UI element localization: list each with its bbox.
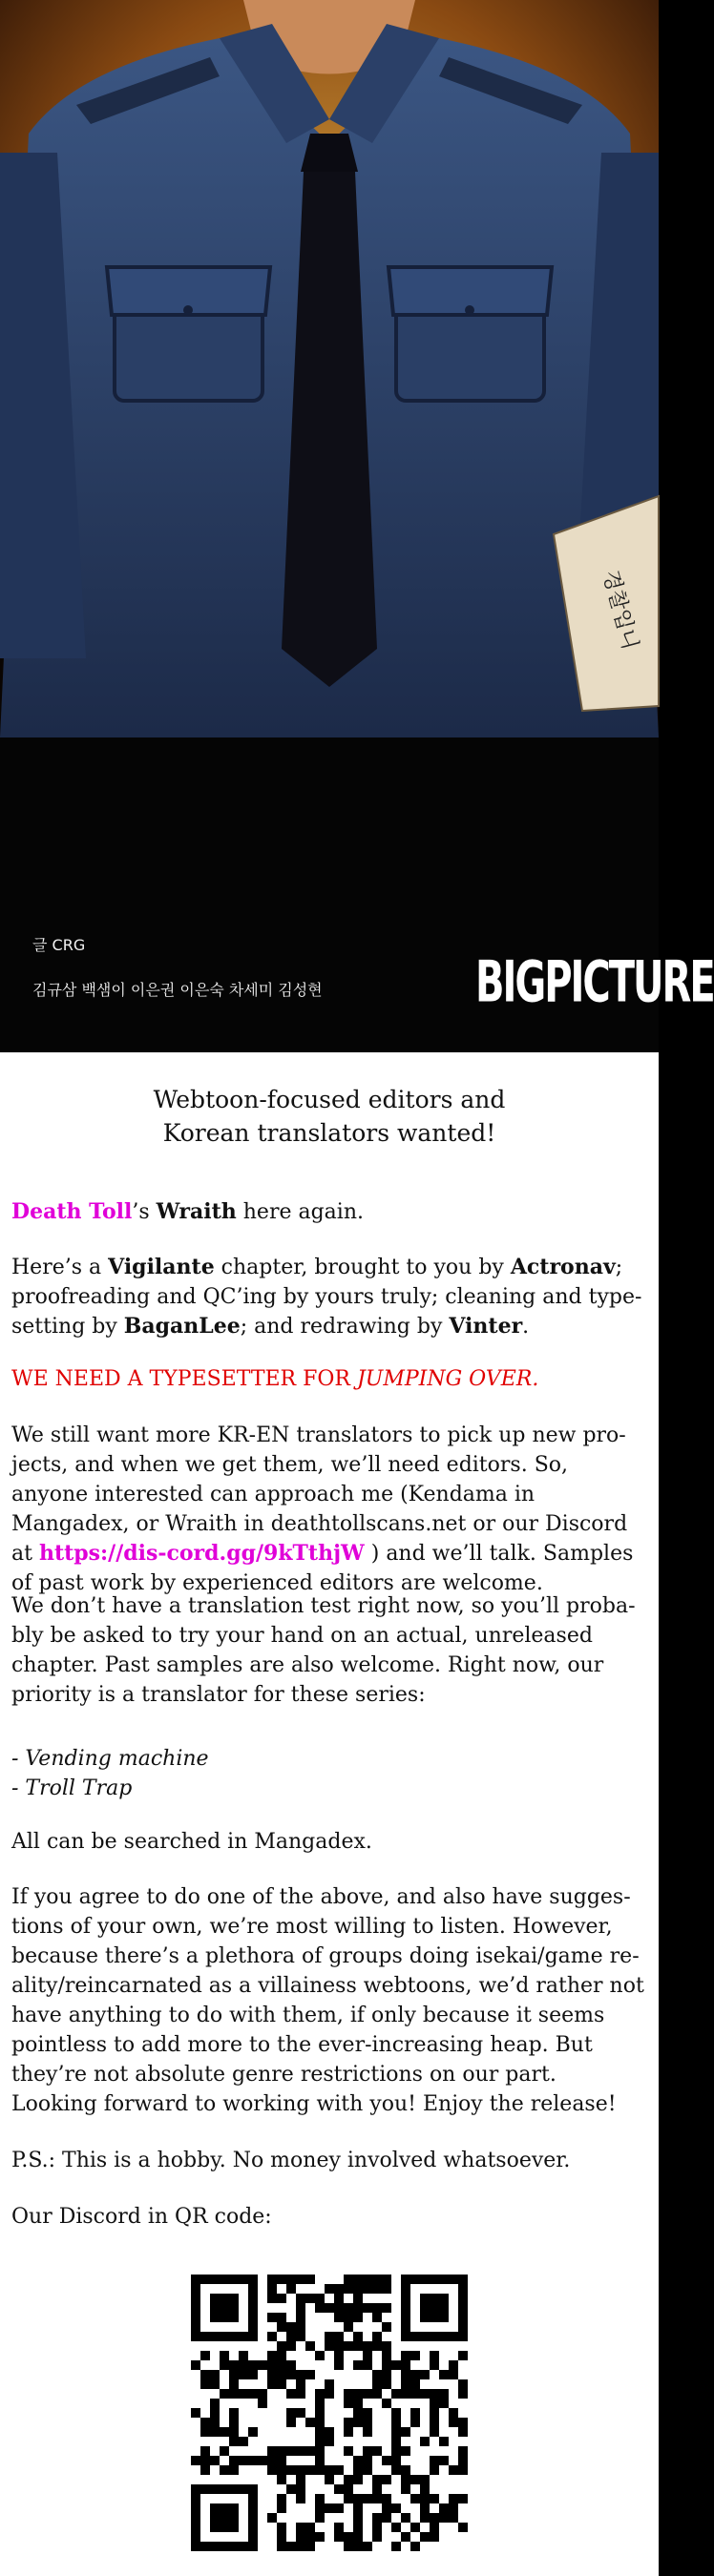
series-list — [11, 1744, 647, 1803]
suggestions-paragraph: If you agree to do one of the above, and also have sugges-tions of your own, we’re most willing to listen. However, because there’s a plethora of groups doing isekai/game re-ality/reincarnated as a villainess webtoons, we’d rather not have anything to do with them, if only because it seems pointless to add more to the ever-increasing heap. But they’re not absolute genre restrictions on our part. — [11, 1885, 644, 2087]
notice-headline: Webtoon-focused editors and Korean translators wanted! — [153, 1086, 506, 1147]
typesetter-wanted: WE NEED A TYPESETTER FOR JUMPING OVER. — [11, 1367, 539, 1391]
series-item: - Vending machine — [11, 1747, 209, 1771]
writer-credit: 글 CRG — [32, 936, 86, 954]
editor-name: Wraith — [156, 1199, 237, 1224]
artists-credit: 김규삼 백샘이 이은권 이은숙 차세미 김성현 — [32, 981, 323, 999]
bigpicture-logo: BIGPICTURE — [475, 949, 714, 1016]
officer-illustration — [0, 0, 659, 737]
sign-text: 경찰입니 — [598, 568, 642, 653]
discord-qr-code[interactable] — [184, 2268, 474, 2558]
intro-paragraph: Death Toll’s Wraith here again. — [11, 1199, 364, 1224]
translation-test-paragraph: We don’t have a translation test right now, so you’ll proba-bly be asked to try your hand on an actual, unreleased chapter. Past samples are also welcome. Right now, our priority is a translator for these series: — [11, 1594, 636, 1707]
qr-label: Our Discord in QR code: — [11, 2205, 272, 2229]
recruit-paragraph: We still want more KR-EN translators to pick up new pro-jects, and when we get them, we’ll need editors. So, anyone interested can approach me (Kendama in Mangadex, or Wraith in deathtollscans.net or our Discord at https://dis-cord.gg/9kTthjW ) and we’ll talk. Samples of past work by experienced editors are welcome. — [11, 1423, 634, 1595]
series-item: - Troll Trap — [11, 1776, 133, 1800]
comic-panel — [0, 0, 659, 737]
staff-credits-paragraph: Here’s a Vigilante chapter, brought to you by Actronav; proofreading and QC’ing by yours truly; cleaning and type-setting by BaganLee; and redrawing by Vinter. — [11, 1255, 642, 1339]
group-name: Death Toll — [11, 1199, 133, 1224]
discord-link[interactable]: https://dis-cord.gg/9kTthjW — [38, 1541, 365, 1566]
searchable-note: All can be searched in Mangadex. — [11, 1830, 372, 1854]
ps-note: P.S.: This is a hobby. No money involved whatsoever. — [11, 2149, 571, 2172]
qr-code-image — [184, 2268, 474, 2558]
closing-line: Looking forward to working with you! Enjoy the release! — [11, 2092, 617, 2116]
recruitment-notice — [0, 1052, 659, 2576]
